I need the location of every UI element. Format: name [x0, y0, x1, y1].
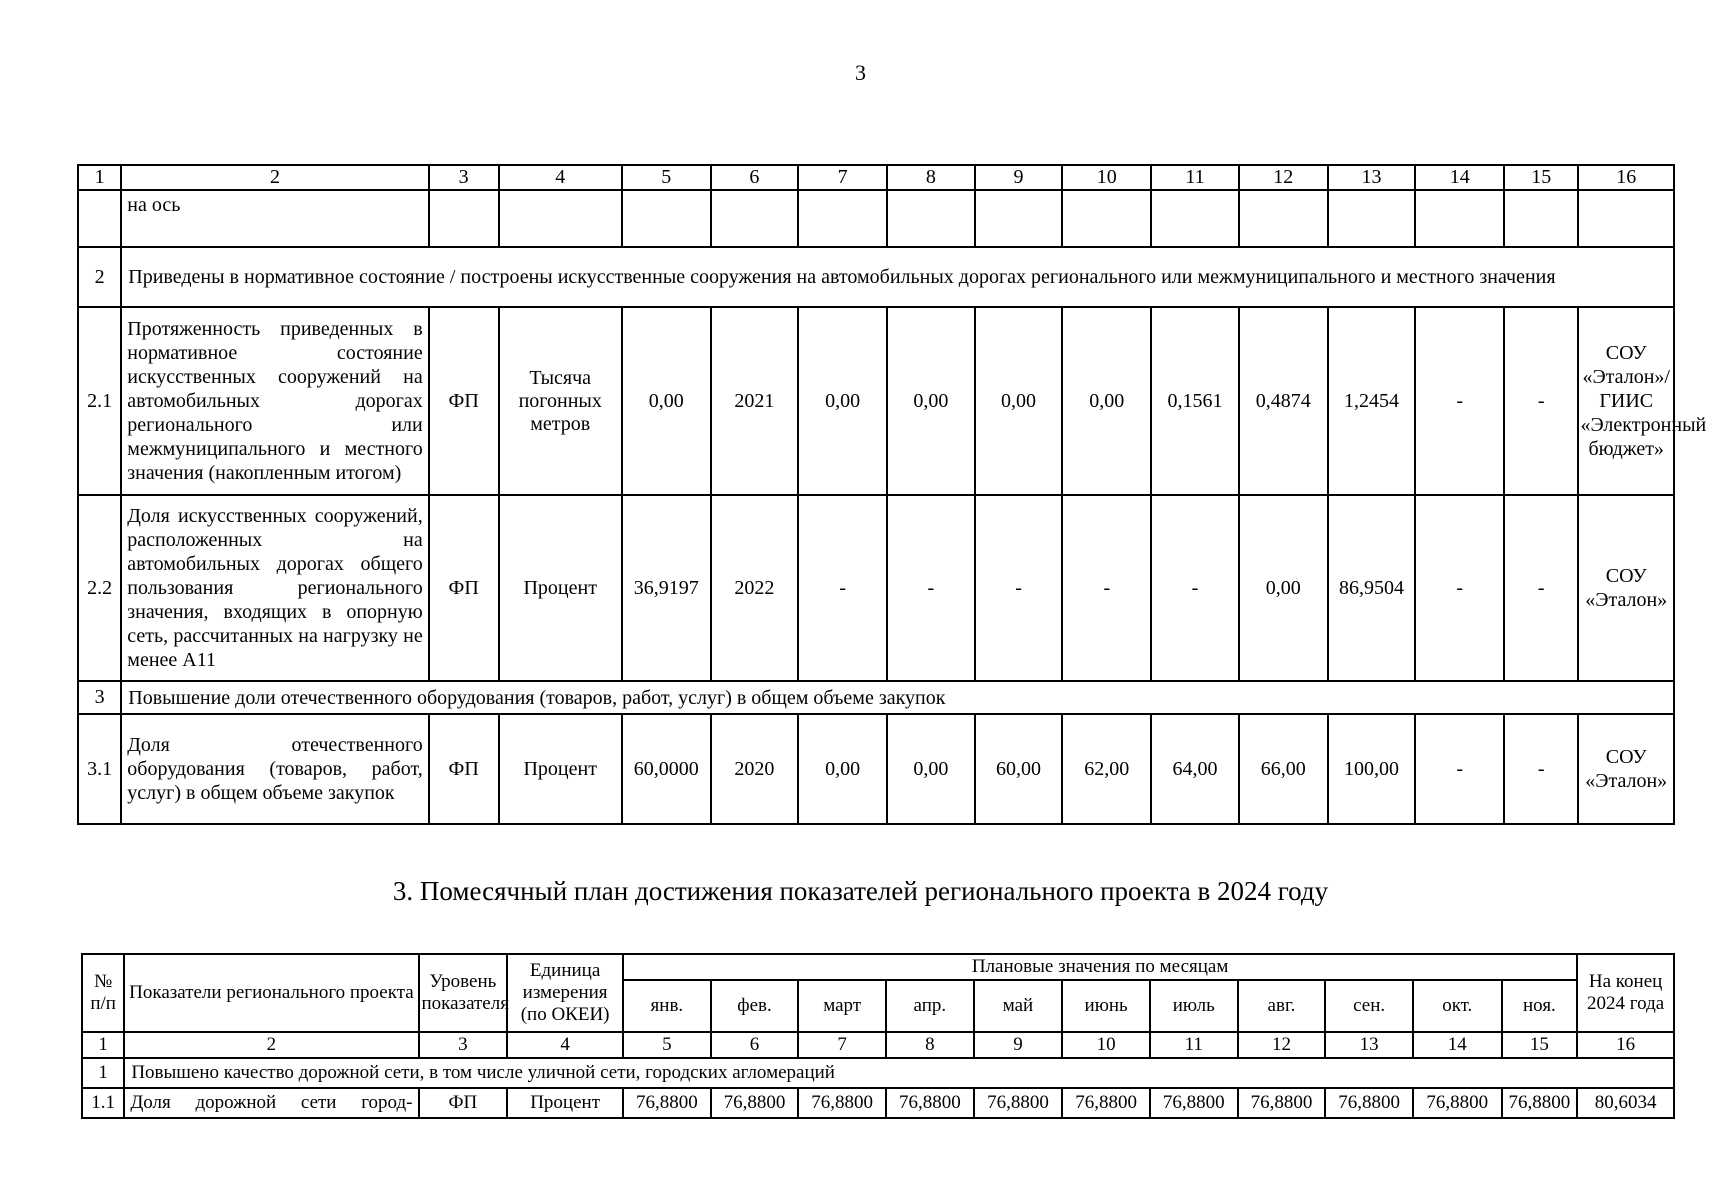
section-title: Повышение доли отечественного оборудования (товаров, работ, услуг) в общем объеме закупок [121, 681, 1674, 714]
indicator-name: Доля искусственных сооружений, расположенных на автомобильных дорогах общего пользования регионального значения, входящих в опорную сеть, рассчитанных на нагрузку не менее А11 [121, 495, 428, 681]
column-number: 2 [124, 1032, 418, 1058]
column-number: 16 [1578, 165, 1674, 190]
section-row [78, 247, 1674, 307]
column-number: 6 [711, 1032, 799, 1058]
indicator-level: ФП [419, 1088, 508, 1118]
column-number: 9 [974, 1032, 1063, 1058]
column-number-row [82, 1032, 1674, 1058]
column-number: 14 [1413, 1032, 1502, 1058]
section-number: 3 [78, 681, 121, 714]
indicator-level: ФП [429, 307, 499, 495]
indicator-level: ФП [429, 714, 499, 824]
value-cell: - [1151, 495, 1239, 681]
data-source: СОУ «Эталон» [1578, 495, 1674, 681]
column-number: 11 [1150, 1032, 1238, 1058]
value-cell: 0,00 [1062, 307, 1151, 495]
month-header: июнь [1062, 980, 1150, 1032]
value-cell: - [1415, 495, 1504, 681]
section-number: 2 [78, 247, 121, 307]
unit: Процент [507, 1088, 623, 1118]
planned-values-header: Плановые значения по месяцам [623, 954, 1577, 980]
data-source: СОУ «Эталон» [1578, 714, 1674, 824]
column-number: 9 [975, 165, 1063, 190]
value-cell: 66,00 [1239, 714, 1328, 824]
column-number: 6 [711, 165, 799, 190]
row-number: 1.1 [82, 1088, 124, 1118]
unit: Тысяча погонных метров [499, 307, 622, 495]
value-cell: - [1415, 307, 1504, 495]
section-row [82, 1058, 1674, 1088]
value-cell: - [798, 495, 887, 681]
month-header: июль [1150, 980, 1238, 1032]
indicator-header: Показатели регионального проекта [124, 954, 418, 1032]
column-number: 12 [1239, 165, 1328, 190]
value-cell: - [1504, 714, 1578, 824]
monthly-plan-table [81, 953, 1675, 1119]
column-number: 7 [798, 1032, 886, 1058]
column-number: 16 [1577, 1032, 1674, 1058]
unit-header: Единица измерения (по ОКЕИ) [507, 954, 623, 1032]
unit: Процент [499, 495, 622, 681]
column-number: 1 [82, 1032, 124, 1058]
base-year: 2021 [711, 307, 799, 495]
value-cell: 0,00 [798, 714, 887, 824]
month-value: 76,8800 [1325, 1088, 1413, 1118]
column-number: 15 [1504, 165, 1578, 190]
column-number: 4 [507, 1032, 623, 1058]
number-header: № п/п [82, 954, 124, 1032]
indicator-row [78, 495, 1674, 681]
value-cell: 64,00 [1151, 714, 1239, 824]
value-cell: 0,00 [975, 307, 1063, 495]
value-cell: 62,00 [1062, 714, 1151, 824]
column-number: 5 [622, 165, 711, 190]
value-cell: 100,00 [1328, 714, 1416, 824]
end-of-year-value: 80,6034 [1577, 1088, 1674, 1118]
month-header: апр. [886, 980, 974, 1032]
value-cell: 0,4874 [1239, 307, 1328, 495]
indicator-row [82, 1088, 1674, 1118]
month-header: янв. [623, 980, 711, 1032]
column-number: 15 [1502, 1032, 1578, 1058]
value-cell: 86,9504 [1328, 495, 1416, 681]
value-cell: - [1415, 714, 1504, 824]
indicator-level: ФП [429, 495, 499, 681]
month-header: фев. [711, 980, 799, 1032]
month-value: 76,8800 [623, 1088, 711, 1118]
level-header: Уровень показателя [419, 954, 508, 1032]
month-value: 76,8800 [711, 1088, 799, 1118]
value-cell: 0,00 [887, 714, 975, 824]
page-number: 3 [855, 60, 866, 85]
unit: Процент [499, 714, 622, 824]
column-number: 8 [887, 165, 975, 190]
column-number: 12 [1238, 1032, 1326, 1058]
indicator-row [78, 714, 1674, 824]
value-cell: 0,00 [798, 307, 887, 495]
base-year: 2020 [711, 714, 799, 824]
value-cell: 1,2454 [1328, 307, 1416, 495]
data-source: СОУ «Эталон»/ ГИИС «Электронный бюджет» [1578, 307, 1674, 495]
column-number: 10 [1062, 1032, 1150, 1058]
column-number: 8 [886, 1032, 974, 1058]
value-cell: 60,00 [975, 714, 1063, 824]
indicator-name: Доля отечественного оборудования (товаров, работ, услуг) в общем объеме закупок [121, 714, 428, 824]
base-value: 36,9197 [622, 495, 711, 681]
month-header: окт. [1413, 980, 1502, 1032]
month-value: 76,8800 [1150, 1088, 1238, 1118]
month-header: март [798, 980, 886, 1032]
month-header: май [974, 980, 1063, 1032]
indicator-name: Доля дорожной сети город- [124, 1088, 418, 1118]
column-number: 11 [1151, 165, 1239, 190]
month-value: 76,8800 [1062, 1088, 1150, 1118]
section-number: 1 [82, 1058, 124, 1088]
row-number: 2.2 [78, 495, 121, 681]
row-number: 2.1 [78, 307, 121, 495]
column-number-row [78, 165, 1674, 190]
column-number: 7 [798, 165, 887, 190]
column-number: 3 [429, 165, 499, 190]
value-cell: 0,1561 [1151, 307, 1239, 495]
month-value: 76,8800 [1238, 1088, 1326, 1118]
month-header: сен. [1325, 980, 1413, 1032]
value-cell: - [1062, 495, 1151, 681]
value-cell: - [887, 495, 975, 681]
value-cell: 0,00 [1239, 495, 1328, 681]
section-title: Повышено качество дорожной сети, в том числе уличной сети, городских агломераций [124, 1058, 1674, 1088]
column-number: 1 [78, 165, 121, 190]
column-number: 14 [1415, 165, 1504, 190]
section-heading: 3. Помесячный план достижения показателей регионального проекта в 2024 году [392, 876, 1329, 906]
column-number: 2 [121, 165, 428, 190]
base-value: 0,00 [622, 307, 711, 495]
indicator-name: Протяженность приведенных в нормативное состояние искусственных сооружений на автомобильных дорогах регионального или межмуниципального и местного значения (накопленным итогом) [121, 307, 428, 495]
value-cell: - [1504, 495, 1578, 681]
end-of-year-header: На конец 2024 года [1577, 954, 1674, 1032]
header-row [82, 954, 1674, 980]
value-cell: - [1504, 307, 1578, 495]
column-number: 13 [1325, 1032, 1413, 1058]
column-number: 4 [499, 165, 622, 190]
column-number: 10 [1062, 165, 1151, 190]
base-value: 60,0000 [622, 714, 711, 824]
column-number: 5 [623, 1032, 711, 1058]
month-value: 76,8800 [974, 1088, 1063, 1118]
month-value: 76,8800 [886, 1088, 974, 1118]
column-number: 13 [1328, 165, 1416, 190]
month-value: 76,8800 [1413, 1088, 1502, 1118]
section-title: Приведены в нормативное состояние / построены искусственные сооружения на автомобильных дорогах регионального или межмуниципального и местного значения [121, 247, 1674, 307]
month-header: авг. [1238, 980, 1326, 1032]
column-number: 3 [419, 1032, 508, 1058]
indicator-name: на ось [121, 190, 428, 247]
indicator-row [78, 307, 1674, 495]
row-number: 3.1 [78, 714, 121, 824]
section-row [78, 681, 1674, 714]
month-value: 76,8800 [798, 1088, 886, 1118]
month-value: 76,8800 [1502, 1088, 1578, 1118]
base-year: 2022 [711, 495, 799, 681]
value-cell: 0,00 [887, 307, 975, 495]
value-cell: - [975, 495, 1063, 681]
month-header: ноя. [1502, 980, 1578, 1032]
indicators-table [77, 164, 1707, 825]
carryover-row [78, 190, 1674, 247]
